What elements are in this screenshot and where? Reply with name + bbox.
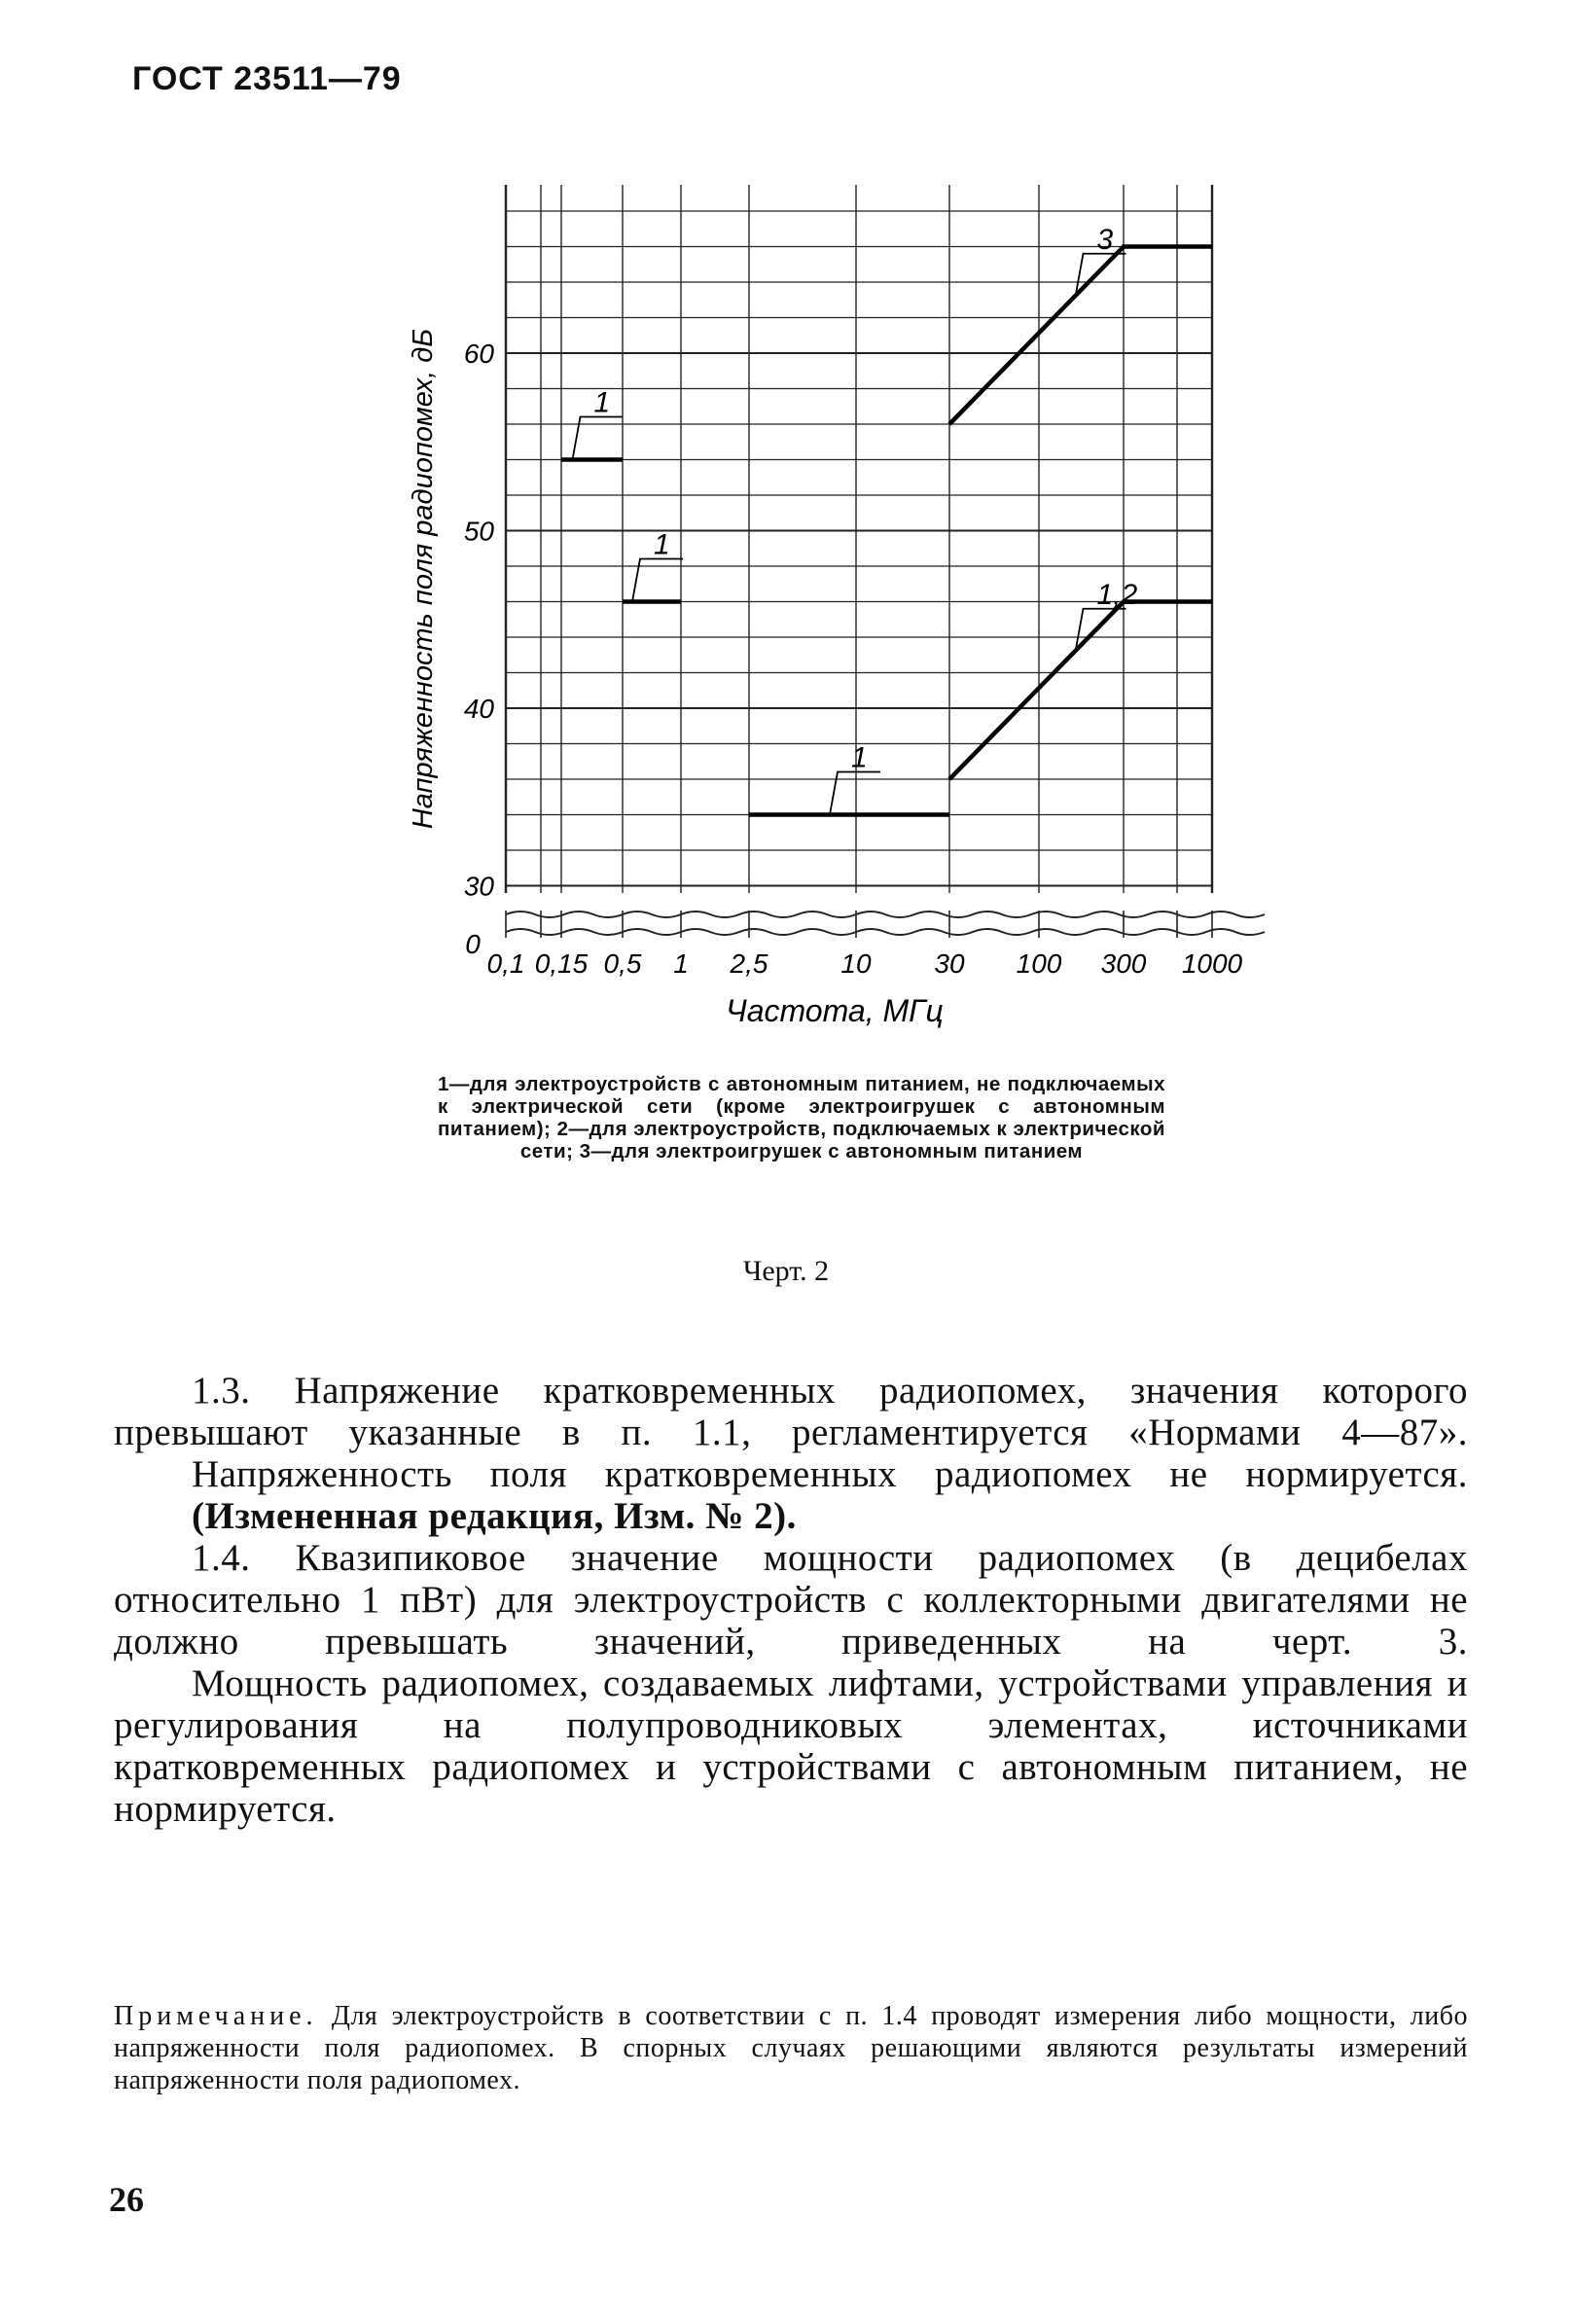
series-label: 1 bbox=[654, 528, 670, 561]
x-tick-label: 0,5 bbox=[603, 948, 642, 979]
leader-line bbox=[830, 772, 880, 815]
y-tick-label: 60 bbox=[463, 339, 494, 369]
paragraph-field-strength: Напряженность поля кратковременных радиопомех не нормируется. bbox=[192, 1453, 1468, 1495]
series-labels bbox=[573, 224, 1138, 815]
y-tick-label: 30 bbox=[463, 871, 494, 902]
page-number: 26 bbox=[109, 2180, 144, 2219]
paragraph-1-3: 1.3. Напряжение кратковременных радиопомех, значения которого превышают указанные в п. 1.1, регламентируется «Нормами 4—87». bbox=[114, 1370, 1468, 1453]
note bbox=[114, 2000, 1468, 2096]
series-label: 1,2 bbox=[1096, 578, 1138, 611]
series-line-5 bbox=[949, 247, 1212, 425]
note-text: Для электроустройств в соответствии с п. 1.4 проводят измерения либо мощности, либо напряженности поля радиопомех. В спорных случаях решающими являются результаты измерений напряженности поля радиопомех. bbox=[114, 2001, 1469, 2095]
x-axis-label: Частота, МГц bbox=[726, 993, 944, 1028]
leader-line bbox=[573, 417, 624, 460]
x-tick-label: 30 bbox=[934, 948, 965, 979]
break-line-top bbox=[506, 912, 1265, 917]
x-tick-label: 300 bbox=[1100, 948, 1147, 979]
chart-grid bbox=[506, 185, 1212, 893]
paragraph-1-4: 1.4. Квазипиковое значение мощности радиопомех (в децибелах относительно 1 пВт) для электроустройств с коллекторными двигателями не должно превышать значений, приведенных на черт. 3. bbox=[114, 1537, 1468, 1663]
axis-break bbox=[506, 911, 1265, 938]
y-axis-label: Напряженность поля радиопомех, дБ bbox=[408, 328, 439, 830]
series-label: 3 bbox=[1096, 223, 1114, 256]
paragraph-power: Мощность радиопомех, создаваемых лифтами, устройствами управления и регулирования на полупроводниковых элементах, источниками кратковременных радиопомех и устройствами с автономным питанием, не нормируется. bbox=[114, 1663, 1468, 1830]
body-text bbox=[114, 1370, 1468, 1830]
series-line-4 bbox=[949, 602, 1212, 780]
note-label: Примечание. bbox=[114, 2001, 318, 2031]
leader-line bbox=[632, 559, 683, 602]
x-tick-label: 1 bbox=[673, 948, 689, 979]
x-tick-label: 10 bbox=[840, 948, 872, 979]
x-tick-label: 1000 bbox=[1181, 948, 1243, 979]
tick-labels bbox=[464, 339, 1243, 979]
figure-caption: Черт. 2 bbox=[742, 1255, 830, 1287]
y-origin-label: 0 bbox=[465, 929, 481, 959]
x-tick-label: 100 bbox=[1016, 948, 1062, 979]
chart-legend: 1—для электроустройств с автономным питанием, не подключаемых к электрической сети (кроме электроигрушек с автономным питанием); 2—для электроустройств, подключаемых к электрической сети; 3—для электроигрушек с автономным питанием bbox=[438, 1073, 1165, 1162]
document-header: ГОСТ 23511—79 bbox=[132, 60, 402, 97]
break-line-bottom bbox=[506, 929, 1265, 935]
x-tick-label: 0,1 bbox=[486, 948, 525, 979]
y-tick-label: 40 bbox=[463, 694, 494, 724]
chart bbox=[0, 0, 1572, 1051]
series-label: 1 bbox=[593, 386, 611, 419]
y-tick-label: 50 bbox=[463, 516, 494, 547]
x-tick-label: 2,5 bbox=[730, 948, 768, 979]
paragraph-amendment: (Измененная редакция, Изм. № 2). bbox=[192, 1495, 797, 1537]
x-tick-label: 0,15 bbox=[534, 948, 589, 979]
series-label: 1 bbox=[851, 741, 868, 774]
